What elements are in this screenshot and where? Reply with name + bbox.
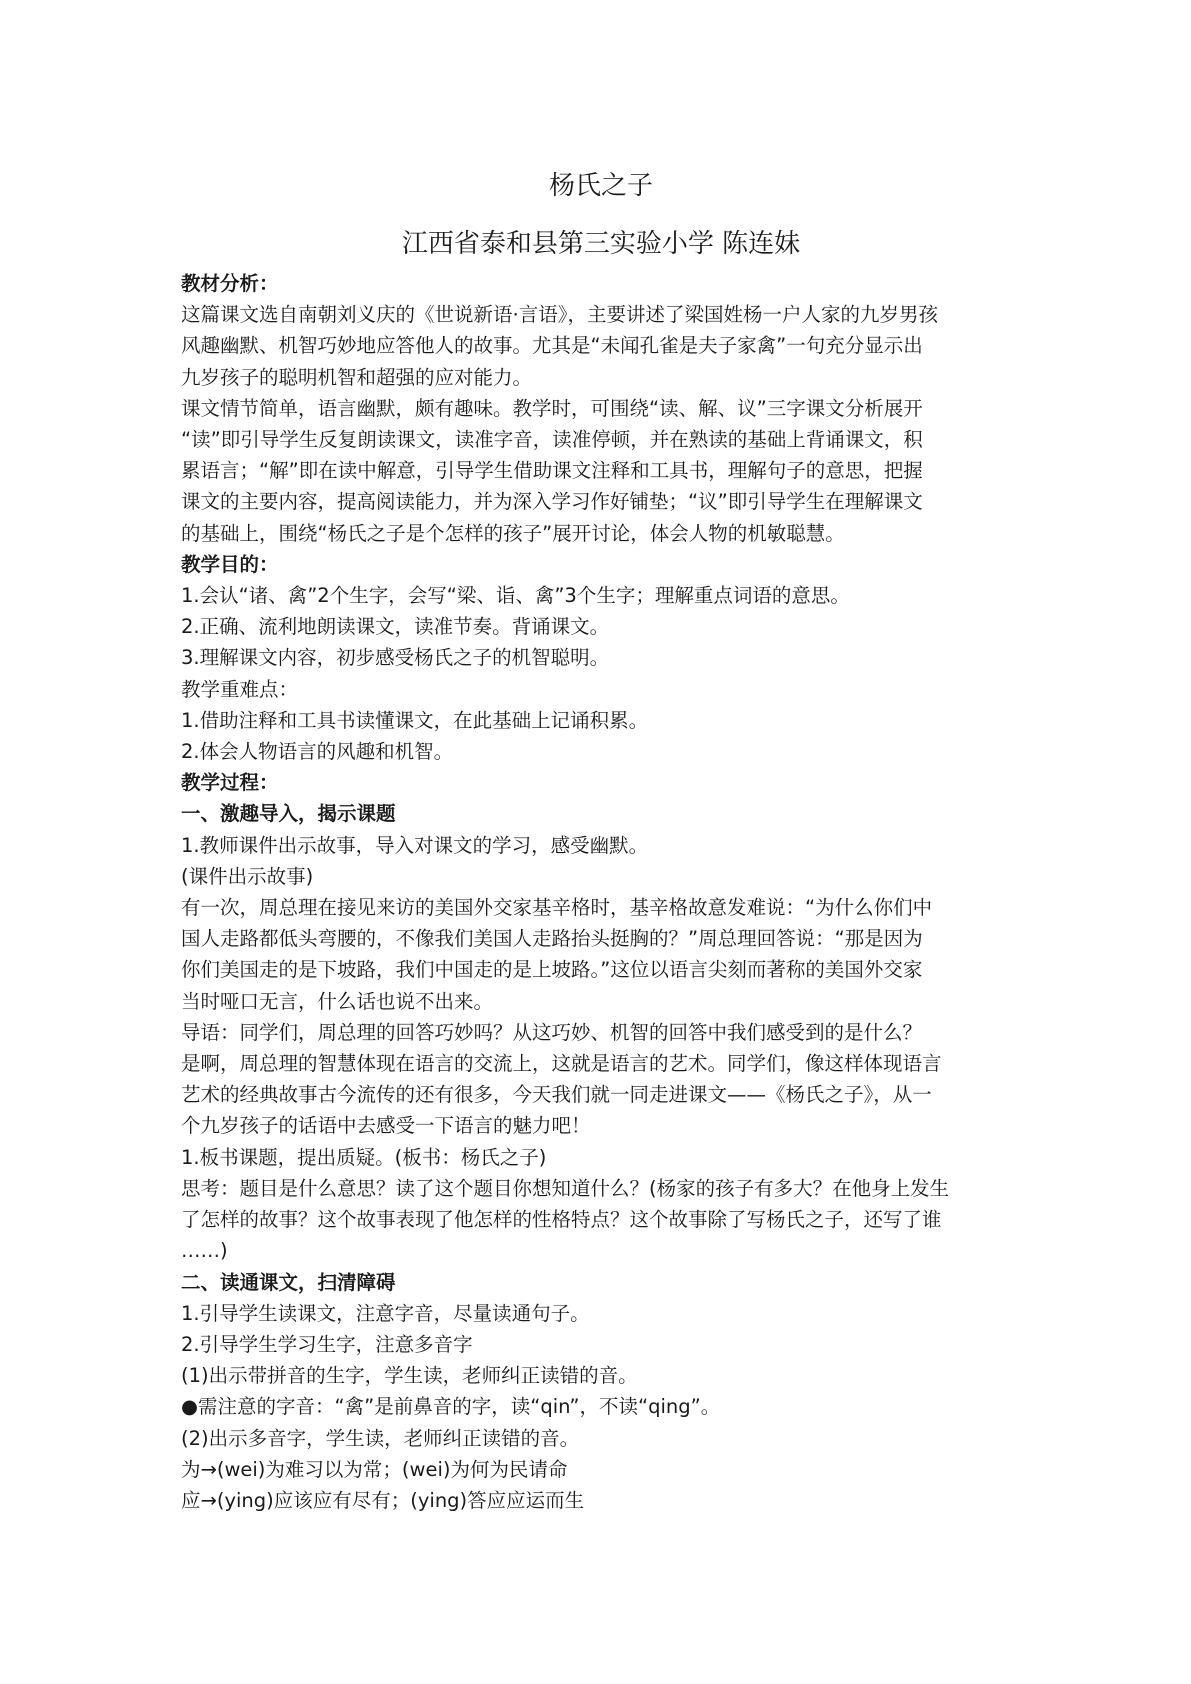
text-line: 是啊，周总理的智慧体现在语言的交流上，这就是语言的艺术。同学们，像这样体现语言 [181, 1052, 942, 1076]
text-line: 导语：同学们，周总理的回答巧妙吗？从这巧妙、机智的回答中我们感受到的是什么？ [181, 1020, 923, 1044]
text-line: 2.引导学生学习生字，注意多音字 [181, 1332, 473, 1356]
text-line: 你们美国走的是下坡路，我们中国走的是上坡路。”这位以语言尖刻而著称的美国外交家 [181, 958, 923, 982]
text-line: 这篇课文选自南朝刘义庆的《世说新语·言语》，主要讲述了梁国姓杨一户人家的九岁男孩 [181, 303, 938, 327]
text-line: 当时哑口无言，什么话也说不出来。 [181, 989, 494, 1013]
text-line: 了怎样的故事？这个故事表现了他怎样的性格特点？这个故事除了写杨氏之子，还写了谁 [181, 1208, 942, 1232]
text-line: 教学重难点： [181, 677, 299, 701]
text-line: “读”即引导学生反复朗读课文，读准字音，读准停顿，并在熟读的基础上背诵课文，积 [181, 428, 923, 452]
text-line: ……) [181, 1239, 228, 1263]
text-line: 1.板书课题，提出质疑。(板书：杨氏之子) [181, 1145, 547, 1169]
text-line: 累语言；“解”即在读中解意，引导学生借助课文注释和工具书，理解句子的意思，把握 [181, 459, 923, 483]
document-body [181, 268, 1021, 1516]
text-line: 1.会认“诸、禽”2个生字，会写“梁、诣、禽”3个生字；理解重点词语的意思。 [181, 584, 850, 608]
text-line: ●需注意的字音：“禽”是前鼻音的字，读“qin”，不读“qing”。 [181, 1395, 721, 1419]
document-page [181, 160, 1021, 1516]
text-line: 课文的主要内容，提高阅读能力，并为深入学习作好铺垫；“议”即引导学生在理解课文 [181, 490, 923, 514]
text-line: 风趣幽默、机智巧妙地应答他人的故事。尤其是“未闻孔雀是夫子家禽”一句充分显示出 [181, 334, 923, 358]
section-heading: 教学过程： [181, 771, 279, 795]
text-line: 2.体会人物语言的风趣和机智。 [181, 740, 454, 764]
section-heading: 教材分析： [181, 272, 279, 295]
text-line: 应→(ying)应该应有尽有；(ying)答应应运而生 [181, 1488, 585, 1512]
text-line: 1.借助注释和工具书读懂课文，在此基础上记诵积累。 [181, 708, 649, 732]
text-line: 2.正确、流利地朗读课文，读准节奏。背诵课文。 [181, 615, 610, 639]
text-line: (课件出示故事) [181, 864, 314, 888]
document-subtitle: 江西省泰和县第三实验小学 陈连妹 [401, 229, 801, 259]
text-line: 有一次，周总理在接见来访的美国外交家基辛格时，基辛格故意发难说：“为什么你们中 [181, 896, 933, 920]
text-line: 3.理解课文内容，初步感受杨氏之子的机智聪明。 [181, 646, 610, 670]
text-line: 课文情节简单，语言幽默，颇有趣味。教学时，可围绕“读、解、议”三字课文分析展开 [181, 396, 923, 420]
text-line: (2)出示多音字，学生读，老师纠正读错的音。 [181, 1426, 580, 1450]
section-heading: 教学目的： [181, 552, 279, 576]
text-line: 1.引导学生读课文，注意字音，尽量读通句子。 [181, 1301, 590, 1325]
text-line: 九岁孩子的聪明机智和超强的应对能力。 [181, 365, 533, 389]
text-line: 个九岁孩子的话语中去感受一下语言的魅力吧！ [181, 1114, 591, 1138]
text-line: (1)出示带拼音的生字，学生读，老师纠正读错的音。 [181, 1364, 638, 1388]
text-line: 思考：题目是什么意思？读了这个题目你想知道什么？(杨家的孩子有多大？在他身上发生 [181, 1176, 950, 1200]
text-line: 为→(wei)为难习以为常；(wei)为何为民请命 [181, 1457, 568, 1481]
text-line: 1.教师课件出示故事，导入对课文的学习，感受幽默。 [181, 833, 649, 857]
text-line: 艺术的经典故事古今流传的还有很多，今天我们就一同走进课文——《杨氏之子》，从一 [181, 1083, 932, 1107]
document-title: 杨氏之子 [548, 171, 653, 201]
text-line: 的基础上，围绕“杨氏之子是个怎样的孩子”展开讨论，体会人物的机敏聪慧。 [181, 521, 845, 545]
section-heading: 一、激趣导入，揭示课题 [181, 802, 396, 826]
section-heading: 二、读通课文，扫清障碍 [181, 1270, 396, 1294]
text-line: 国人走路都低头弯腰的，不像我们美国人走路抬头挺胸的？”周总理回答说：“那是因为 [181, 927, 923, 951]
